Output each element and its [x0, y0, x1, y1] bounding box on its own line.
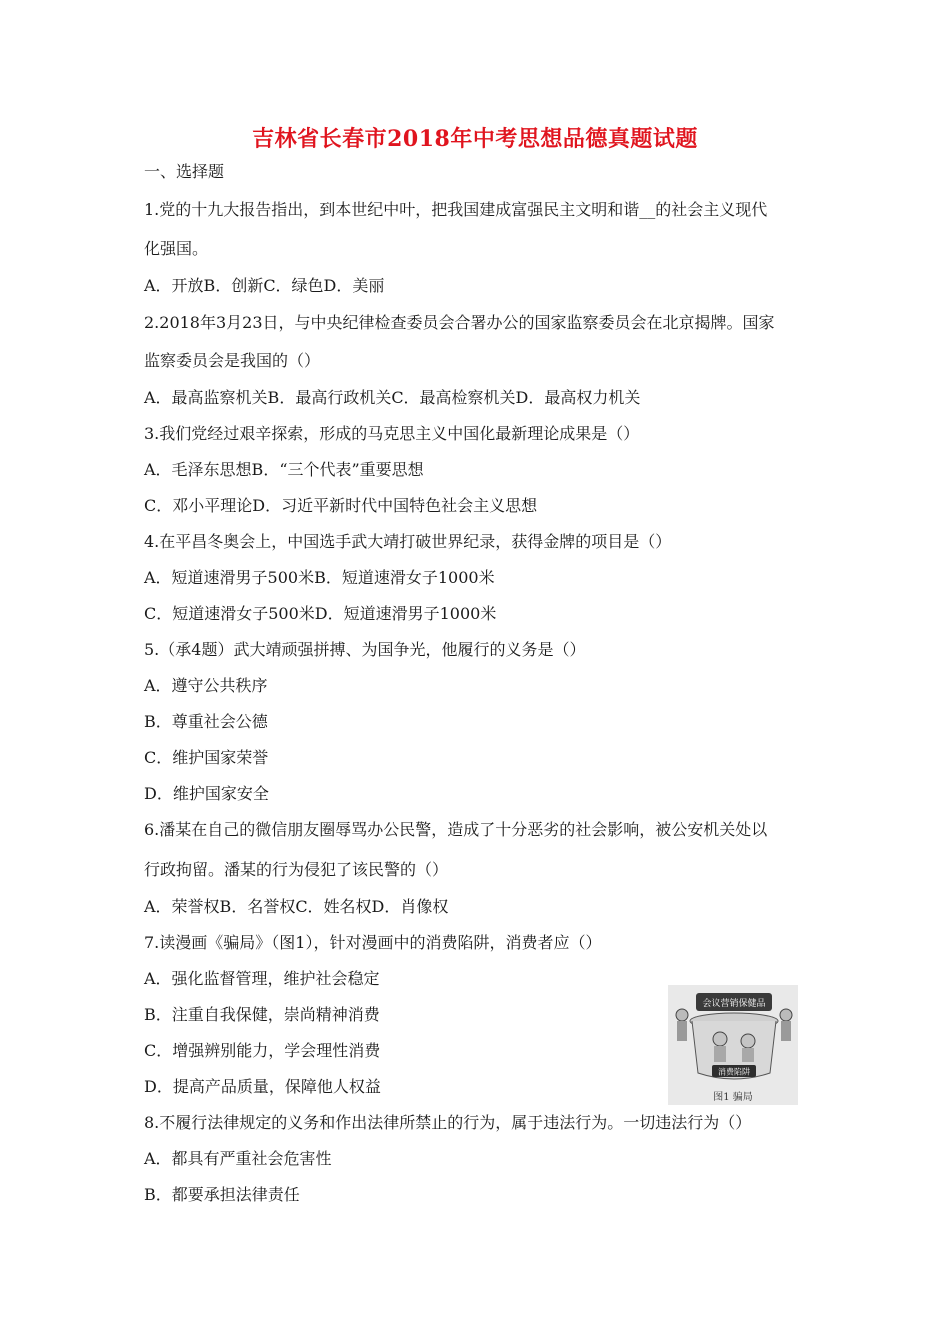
question-2-options: A．最高监察机关B．最高行政机关C．最高检察机关D．最高权力机关	[144, 388, 641, 407]
question-4-options-ab: A．短道速滑男子500米B．短道速滑女子1000米	[144, 568, 495, 587]
question-6-text-cont: 行政拘留。潘某的行为侵犯了该民警的（）	[144, 860, 449, 879]
question-7-text: 7.读漫画《骗局》（图1），针对漫画中的消费陷阱，消费者应（）	[144, 933, 602, 952]
figure-caption: 图1 骗局	[713, 1092, 753, 1103]
question-8-option-a: A．都具有严重社会危害性	[144, 1149, 332, 1168]
question-1-options: A．开放B．创新C．绿色D．美丽	[144, 276, 385, 295]
question-7-option-d: D．提高产品质量，保障他人权益	[144, 1077, 381, 1096]
question-3-text: 3.我们党经过艰辛探索，形成的马克思主义中国化最新理论成果是（）	[144, 424, 640, 443]
question-1-text-cont: 化强国。	[144, 239, 209, 258]
question-4-text: 4.在平昌冬奥会上，中国选手武大靖打破世界纪录，获得金牌的项目是（）	[144, 532, 672, 551]
question-5-option-b: B．尊重社会公德	[144, 712, 268, 731]
question-3-options-cd: C．邓小平理论D．习近平新时代中国特色社会主义思想	[144, 496, 538, 515]
question-5-option-c: C．维护国家荣誉	[144, 748, 269, 767]
question-7-option-b: B．注重自我保健，崇尚精神消费	[144, 1005, 380, 1024]
question-6-text: 6.潘某在自己的微信朋友圈辱骂办公民警，造成了十分恶劣的社会影响，被公安机关处以	[144, 820, 768, 839]
question-7-option-a: A．强化监督管理，维护社会稳定	[144, 969, 380, 988]
cartoon-illustration	[668, 985, 798, 1105]
document-title: 吉林省长春市2018年中考思想品德真题试题	[252, 126, 698, 152]
cartoon-figure	[668, 985, 798, 1105]
question-1-text: 1.党的十九大报告指出，到本世纪中叶，把我国建成富强民主文明和谐__的社会主义现代	[144, 200, 768, 219]
question-4-options-cd: C．短道速滑女子500米D．短道速滑男子1000米	[144, 604, 497, 623]
question-5-option-d: D．维护国家安全	[144, 784, 269, 803]
question-7-option-c: C．增强辨别能力，学会理性消费	[144, 1041, 381, 1060]
question-2-text-cont: 监察委员会是我国的（）	[144, 351, 321, 370]
question-8-option-b: B．都要承担法律责任	[144, 1185, 300, 1204]
question-2-text: 2.2018年3月23日，与中央纪律检查委员会合署办公的国家监察委员会在北京揭牌。国家	[144, 313, 775, 332]
figure-trap-label: 消费陷阱	[718, 1067, 750, 1077]
question-8-text: 8.不履行法律规定的义务和作出法律所禁止的行为，属于违法行为。一切违法行为（）	[144, 1113, 752, 1132]
figure-top-label: 会议营销保健品	[702, 999, 766, 1009]
question-6-options: A．荣誉权B．名誉权C．姓名权D．肖像权	[144, 897, 449, 916]
question-5-option-a: A．遵守公共秩序	[144, 676, 268, 695]
question-5-text: 5.（承4题）武大靖顽强拼搏、为国争光，他履行的义务是（）	[144, 640, 586, 659]
question-3-options-ab: A．毛泽东思想B．“三个代表”重要思想	[144, 460, 424, 479]
section-heading: 一、选择题	[144, 162, 225, 181]
